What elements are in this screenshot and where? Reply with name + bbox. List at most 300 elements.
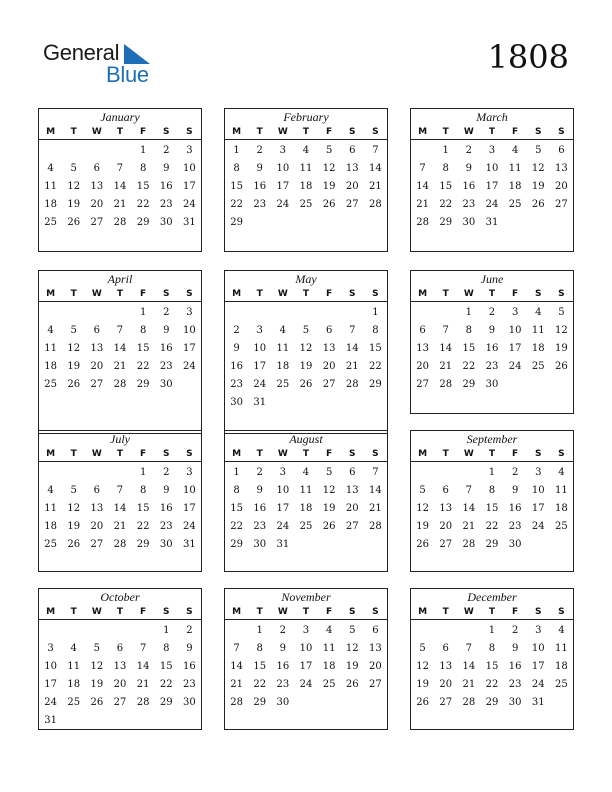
day-cell [294, 536, 317, 554]
day-cell: 11 [555, 643, 568, 654]
day-cell: 17 [299, 661, 313, 672]
week-row [411, 482, 573, 500]
weekday-header: W [277, 607, 288, 617]
week-row [39, 640, 201, 658]
day-cell: 14 [345, 343, 359, 354]
day-cell: 23 [159, 199, 173, 210]
day-cell: 17 [276, 181, 290, 192]
weekday-header: S [163, 127, 170, 137]
day-cell: 10 [276, 163, 290, 174]
day-cell: 6 [442, 643, 449, 654]
week-row [225, 536, 387, 554]
day-cell: 14 [462, 503, 476, 514]
week-row [225, 322, 387, 340]
day-cell: 11 [299, 163, 313, 174]
day-cell: 11 [555, 485, 568, 496]
day-cell: 29 [230, 217, 243, 228]
day-cell: 18 [555, 503, 568, 514]
day-cell: 15 [462, 343, 476, 354]
day-cell: 10 [531, 643, 545, 654]
day-cell: 8 [488, 643, 496, 654]
day-cell: 10 [276, 485, 290, 496]
week-row [225, 358, 387, 376]
day-cell: 2 [511, 467, 519, 478]
day-cell [62, 712, 85, 730]
month-august [224, 430, 388, 572]
day-cell [550, 376, 573, 394]
weekday-header: F [326, 127, 333, 137]
weekday-header-row [225, 287, 387, 302]
month-october [38, 588, 202, 730]
day-cell: 11 [276, 343, 290, 354]
week-row [39, 482, 201, 500]
month-name: July [110, 432, 130, 446]
day-cell: 8 [465, 325, 473, 336]
day-cell [271, 394, 294, 412]
day-cell [527, 376, 550, 394]
weekday-header: M [232, 607, 242, 617]
weekday-header: S [535, 289, 542, 299]
day-cell: 19 [299, 361, 313, 372]
day-cell [318, 394, 341, 412]
week-row [225, 304, 387, 322]
day-cell: 6 [93, 163, 101, 174]
day-cell [62, 464, 85, 482]
day-cell: 3 [535, 625, 542, 636]
week-row [225, 694, 387, 712]
day-cell [364, 394, 387, 412]
month-name: June [480, 272, 504, 286]
day-cell: 11 [44, 343, 57, 354]
weekday-header: T [302, 127, 310, 137]
day-cell: 30 [462, 217, 476, 228]
weekday-header: M [232, 127, 242, 137]
day-cell: 13 [90, 503, 104, 514]
day-cell [108, 464, 131, 482]
weekday-header: F [512, 289, 519, 299]
month-name: October [100, 590, 140, 604]
week-row [411, 376, 573, 394]
day-cell: 29 [369, 379, 382, 390]
week-row [39, 518, 201, 536]
weekday-header: T [302, 607, 310, 617]
day-cell: 7 [465, 643, 473, 654]
weekday-header: T [442, 449, 449, 459]
weekday-header: S [186, 449, 193, 459]
weekday-header: T [116, 607, 124, 617]
day-cell: 3 [302, 625, 310, 636]
day-cell: 11 [44, 503, 57, 514]
day-cell: 5 [325, 467, 333, 478]
week-row [39, 340, 201, 358]
day-cell: 21 [369, 503, 382, 514]
day-cell: 9 [465, 163, 473, 174]
month-december [410, 588, 574, 730]
day-cell [434, 622, 457, 640]
day-cell: 26 [67, 379, 81, 390]
day-cell: 24 [276, 199, 290, 210]
month-september [410, 430, 574, 572]
weekday-header: T [442, 607, 449, 617]
day-cell: 23 [508, 679, 522, 690]
day-cell: 20 [345, 503, 359, 514]
day-cell: 16 [276, 661, 290, 672]
week-row [39, 142, 201, 160]
weekday-header: T [256, 289, 263, 299]
day-cell: 1 [488, 625, 496, 636]
day-cell: 20 [90, 361, 104, 372]
day-cell [294, 304, 317, 322]
day-cell: 27 [345, 199, 359, 210]
day-cell: 16 [159, 503, 173, 514]
week-row [39, 676, 201, 694]
day-cell: 18 [531, 343, 545, 354]
day-cell: 4 [558, 625, 565, 636]
month-name: May [295, 272, 317, 286]
day-cell: 14 [113, 181, 127, 192]
month-name: September [466, 432, 518, 446]
weekday-header: S [558, 127, 565, 137]
day-cell: 18 [508, 181, 522, 192]
week-row [411, 676, 573, 694]
day-cell: 27 [439, 539, 453, 550]
day-cell: 15 [485, 661, 499, 672]
week-row [39, 536, 201, 554]
week-row [39, 322, 201, 340]
weekday-header: M [418, 449, 428, 459]
weekday-header: M [46, 607, 56, 617]
day-cell: 7 [442, 325, 449, 336]
day-cell: 30 [508, 539, 522, 550]
day-cell: 18 [299, 181, 313, 192]
day-cell: 12 [322, 485, 336, 496]
day-cell: 21 [369, 181, 382, 192]
day-cell: 24 [276, 521, 290, 532]
day-cell: 6 [93, 325, 101, 336]
week-row [39, 178, 201, 196]
day-cell: 28 [230, 697, 243, 708]
day-cell: 12 [531, 163, 545, 174]
week-row [225, 640, 387, 658]
year-title: 1808 [487, 38, 569, 76]
month-name: April [107, 272, 133, 286]
day-cell: 20 [113, 679, 127, 690]
weekday-header: S [558, 449, 565, 459]
day-cell [294, 694, 317, 712]
day-cell: 4 [511, 145, 519, 156]
day-cell: 8 [256, 643, 263, 654]
day-cell: 28 [439, 379, 453, 390]
month-name: January [100, 110, 140, 124]
month-march [410, 108, 574, 252]
weekday-header-row [39, 447, 201, 462]
day-cell: 25 [299, 521, 313, 532]
weekday-header: W [277, 289, 288, 299]
weekday-header: T [70, 289, 77, 299]
day-cell: 2 [511, 625, 519, 636]
weekday-header: T [256, 127, 263, 137]
day-cell: 2 [256, 467, 263, 478]
day-cell: 31 [253, 397, 267, 408]
day-cell: 20 [345, 181, 359, 192]
day-cell: 24 [508, 361, 522, 372]
weekday-header: S [349, 607, 356, 617]
day-cell: 4 [535, 307, 542, 318]
day-cell: 23 [183, 679, 196, 690]
day-cell: 4 [325, 625, 333, 636]
day-cell: 24 [531, 521, 545, 532]
day-cell: 25 [555, 521, 568, 532]
day-cell [39, 304, 62, 322]
weekday-header: T [302, 449, 310, 459]
day-cell [550, 694, 573, 712]
weekday-header: W [277, 127, 288, 137]
day-cell: 2 [163, 307, 170, 318]
day-cell: 27 [416, 379, 429, 390]
day-cell: 10 [531, 485, 545, 496]
day-cell: 10 [183, 485, 196, 496]
day-cell: 6 [442, 485, 449, 496]
day-cell: 17 [531, 503, 545, 514]
day-cell: 9 [163, 163, 170, 174]
day-cell: 31 [485, 217, 499, 228]
day-cell: 25 [44, 217, 57, 228]
day-cell: 22 [253, 679, 267, 690]
day-cell: 29 [253, 697, 267, 708]
day-cell: 26 [322, 199, 336, 210]
day-cell: 26 [555, 361, 568, 372]
weekday-header: S [535, 449, 542, 459]
weekday-header-row [411, 447, 573, 462]
day-cell: 1 [233, 467, 240, 478]
weekday-header: T [70, 127, 77, 137]
month-name: December [467, 590, 517, 604]
day-cell [271, 214, 294, 232]
day-cell: 29 [136, 217, 150, 228]
day-cell: 17 [276, 503, 290, 514]
day-cell: 9 [233, 343, 240, 354]
day-cell: 27 [439, 697, 453, 708]
week-row [39, 196, 201, 214]
day-cell: 23 [159, 521, 173, 532]
month-name: March [476, 110, 508, 124]
day-cell [108, 712, 131, 730]
day-cell: 28 [345, 379, 359, 390]
day-cell: 15 [159, 661, 173, 672]
day-cell: 9 [256, 163, 263, 174]
day-cell: 10 [485, 163, 499, 174]
day-cell: 2 [465, 145, 473, 156]
week-row [411, 694, 573, 712]
day-cell: 31 [44, 715, 57, 726]
week-row [225, 518, 387, 536]
day-cell: 6 [116, 643, 124, 654]
week-row [225, 676, 387, 694]
day-cell: 23 [508, 521, 522, 532]
day-cell: 19 [322, 181, 336, 192]
weekday-header: T [70, 607, 77, 617]
day-cell: 9 [511, 643, 519, 654]
day-cell: 28 [462, 697, 476, 708]
day-cell [39, 142, 62, 160]
day-cell: 19 [322, 503, 336, 514]
day-cell: 9 [511, 485, 519, 496]
day-cell: 11 [508, 163, 522, 174]
weekday-header: T [488, 127, 496, 137]
day-cell: 8 [233, 163, 240, 174]
week-row [225, 214, 387, 232]
day-cell: 17 [531, 661, 545, 672]
day-cell: 8 [139, 163, 147, 174]
day-cell: 19 [67, 361, 81, 372]
day-cell: 26 [67, 217, 81, 228]
day-cell: 10 [508, 325, 522, 336]
day-cell: 10 [183, 163, 196, 174]
day-cell: 17 [44, 679, 57, 690]
day-cell: 26 [416, 539, 429, 550]
day-cell: 31 [183, 539, 196, 550]
month-november [224, 588, 388, 730]
day-cell: 15 [230, 503, 243, 514]
day-cell: 18 [322, 661, 336, 672]
day-cell: 26 [531, 199, 545, 210]
day-cell: 23 [230, 379, 243, 390]
week-row [39, 712, 201, 730]
weekday-header: S [163, 289, 170, 299]
day-cell: 4 [47, 485, 54, 496]
weekday-header: W [277, 449, 288, 459]
weekday-header: F [512, 127, 519, 137]
weekday-header: S [535, 607, 542, 617]
day-cell: 6 [419, 325, 426, 336]
day-cell: 23 [253, 521, 267, 532]
day-cell: 6 [558, 145, 565, 156]
day-cell: 4 [302, 467, 310, 478]
week-row [225, 464, 387, 482]
day-cell: 11 [322, 643, 336, 654]
weekday-header: M [232, 289, 242, 299]
day-cell: 17 [485, 181, 499, 192]
day-cell: 14 [113, 503, 127, 514]
day-cell: 25 [67, 697, 81, 708]
day-cell: 8 [139, 325, 147, 336]
day-cell: 7 [465, 485, 473, 496]
day-cell: 25 [508, 199, 522, 210]
day-cell: 4 [558, 467, 565, 478]
day-cell [178, 712, 201, 730]
weekday-header-row [225, 447, 387, 462]
weekday-header: F [326, 607, 333, 617]
day-cell [225, 622, 248, 640]
day-cell: 21 [345, 361, 359, 372]
day-cell: 13 [90, 181, 104, 192]
day-cell: 1 [233, 145, 240, 156]
day-cell: 18 [299, 503, 313, 514]
day-cell [108, 622, 131, 640]
day-cell: 15 [439, 181, 453, 192]
day-cell: 31 [276, 539, 290, 550]
week-row [411, 358, 573, 376]
week-row [39, 304, 201, 322]
day-cell: 20 [416, 361, 429, 372]
week-row [411, 322, 573, 340]
day-cell: 16 [508, 661, 522, 672]
weekday-header: M [418, 607, 428, 617]
weekday-header: T [116, 127, 124, 137]
weekday-header: T [70, 449, 77, 459]
day-cell: 20 [439, 521, 453, 532]
day-cell: 29 [136, 379, 150, 390]
month-name: August [289, 432, 323, 446]
week-row [39, 694, 201, 712]
weekday-header: S [372, 449, 379, 459]
day-cell [225, 304, 248, 322]
day-cell: 3 [279, 467, 287, 478]
day-cell: 1 [465, 307, 473, 318]
day-cell: 10 [183, 325, 196, 336]
day-cell: 12 [322, 163, 336, 174]
day-cell: 14 [136, 661, 150, 672]
day-cell: 18 [67, 679, 81, 690]
day-cell: 3 [186, 145, 193, 156]
weekday-header-row [411, 125, 573, 140]
day-cell: 29 [439, 217, 453, 228]
day-cell: 6 [349, 145, 356, 156]
day-cell [434, 304, 457, 322]
weekday-header: W [463, 127, 474, 137]
day-cell: 22 [439, 199, 453, 210]
weekday-header: F [512, 449, 519, 459]
weekday-header: M [46, 289, 56, 299]
day-cell: 21 [230, 679, 243, 690]
day-cell: 23 [159, 361, 173, 372]
day-cell [341, 536, 364, 554]
day-cell: 13 [322, 343, 336, 354]
day-cell [39, 622, 62, 640]
weekday-header: S [186, 127, 193, 137]
day-cell: 5 [70, 325, 77, 336]
day-cell: 1 [442, 145, 449, 156]
week-row [411, 464, 573, 482]
day-cell: 11 [531, 325, 545, 336]
day-cell: 9 [488, 325, 496, 336]
day-cell: 6 [372, 625, 379, 636]
day-cell: 30 [508, 697, 522, 708]
weekday-header: F [326, 289, 333, 299]
day-cell: 25 [555, 679, 568, 690]
day-cell [341, 394, 364, 412]
day-cell: 17 [183, 181, 196, 192]
day-cell: 5 [558, 307, 565, 318]
day-cell: 14 [369, 163, 382, 174]
day-cell: 29 [485, 697, 499, 708]
week-row [225, 394, 387, 412]
weekday-header-row [411, 287, 573, 302]
day-cell: 15 [136, 181, 150, 192]
day-cell: 11 [44, 181, 57, 192]
day-cell: 30 [159, 539, 173, 550]
day-cell: 26 [299, 379, 313, 390]
day-cell: 21 [136, 679, 150, 690]
day-cell: 28 [369, 199, 382, 210]
day-cell: 2 [163, 467, 170, 478]
weekday-header: S [558, 607, 565, 617]
day-cell: 29 [230, 539, 243, 550]
day-cell [318, 536, 341, 554]
weekday-header: S [163, 607, 170, 617]
day-cell [434, 464, 457, 482]
day-cell: 5 [70, 485, 77, 496]
